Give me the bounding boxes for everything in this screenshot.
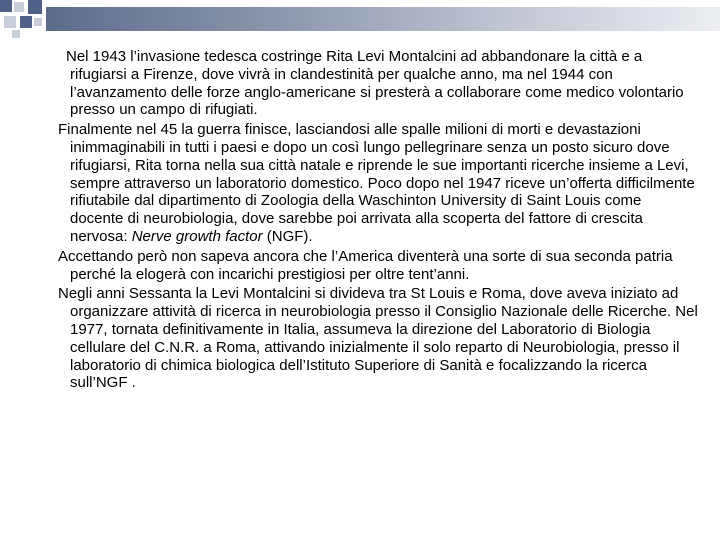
paragraph bbox=[58, 248, 698, 284]
decorative-square bbox=[14, 2, 24, 12]
paragraph-text: Finalmente nel 45 la guerra finisce, lasciandosi alle spalle milioni di morti e devastazioni inimmaginabili in tutti i paesi e dopo un così lungo pellegrinare senza un posto sicuro dove rifugiarsi, Rita torna nella sua città natale e riprende le sue importanti ricerche insieme a Levi, sempre attraverso un laboratorio domestico. Poco dopo nel 1947 riceve un’offerta difficilmente rifiutabile dal dipartimento di Zoologia della Waschinton University di Saint Louis come docente di neurobiologia, dove sarebbe poi arrivata alla scoperta del fattore di crescita nervosa: bbox=[58, 121, 695, 245]
paragraph-text: Negli anni Sessanta la Levi Montalcini si divideva tra St Louis e Roma, dove aveva iniziato ad organizzare attività di ricerca in neurobiologia presso il Consiglio Nazionale delle Ricerche. Nel 1977, tornata definitivamente in Italia, assumeva la direzione del Laboratorio di Biologia cellulare del C.N.R. a Roma, attivando inizialmente il solo reparto di Neurobiologia, presso il laboratorio di chimica biologica dell’Istituto Superiore di Sanità e focalizzando la ricerca sull’NGF . bbox=[58, 285, 698, 392]
decorative-square bbox=[28, 0, 42, 14]
paragraph bbox=[58, 285, 698, 392]
paragraph-italic-text: Nerve growth factor bbox=[131, 227, 263, 245]
decorative-square bbox=[20, 16, 32, 28]
paragraph bbox=[58, 48, 698, 119]
slide-body bbox=[58, 48, 698, 394]
paragraph-text: Accettando però non sapeva ancora che l’America diventerà una sorte di sua seconda patria perché la elogerà con incarichi prestigiosi per oltre tent’anni. bbox=[58, 247, 673, 283]
decorative-square bbox=[34, 18, 42, 26]
decorative-square bbox=[4, 16, 16, 28]
decorative-square bbox=[12, 30, 20, 38]
paragraph-text: (NGF). bbox=[262, 227, 313, 245]
decorative-square bbox=[0, 0, 12, 12]
paragraph-text: Nel 1943 l’invasione tedesca costringe Rita Levi Montalcini ad abbandonare la città e a rifugiarsi a Firenze, dove vivrà in clandestinità per qualche anno, ma nel 1944 con l’avanzamento delle forze anglo-americane si presterà a collaborare come medico volontario presso un campo di rifugiati. bbox=[66, 48, 684, 119]
header-gradient-band bbox=[46, 7, 720, 31]
slide-header-decoration bbox=[0, 0, 720, 40]
paragraph bbox=[58, 121, 698, 246]
